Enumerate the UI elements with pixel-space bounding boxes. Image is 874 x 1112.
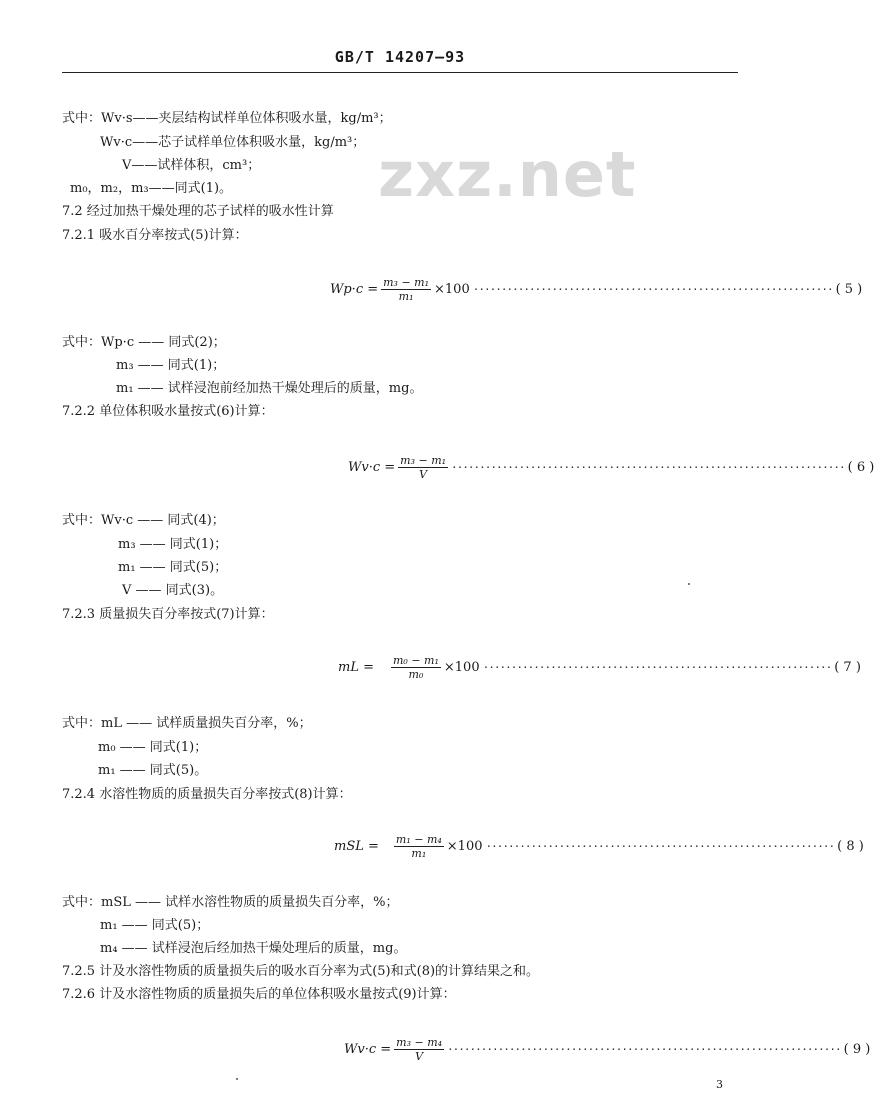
section-7-2-5: 7.2.5 计及水溶性物质的质量损失后的吸水百分率为式(5)和式(8)的计算结果之和。 [62, 964, 540, 979]
fraction-denominator: V [415, 1050, 424, 1063]
def-line: m₀，m₂，m₃——同式(1)。 [70, 181, 233, 196]
standard-code-header: GB/T 14207—93 [334, 48, 466, 66]
equation-lhs: mL = [338, 660, 374, 675]
equation-5 [330, 276, 863, 303]
def-line: m₃ —— 同式(1)； [118, 537, 228, 552]
page-number: 3 [716, 1078, 723, 1091]
scan-speck [236, 1078, 238, 1080]
fraction-numerator: m₀ − m₁ [393, 654, 439, 667]
header-rule [62, 72, 738, 73]
def-line: m₁ —— 同式(5)； [118, 560, 228, 575]
def-line: m₁ —— 试样浸泡前经加热干燥处理后的质量，mg。 [116, 381, 423, 396]
fraction-numerator: m₃ − m₁ [400, 454, 447, 467]
equation-number: ( 9 ) [843, 1042, 871, 1057]
section-heading-7-2: 7.2 经过加热干燥处理的芯子试样的吸水性计算 [62, 204, 334, 219]
fraction-numerator: m₃ − m₁ [383, 276, 430, 289]
equation-multiplier: ×100 [443, 660, 480, 675]
fraction-denominator: m₀ [408, 668, 424, 681]
equation-lhs: Wv·c = [348, 460, 396, 475]
def-line: V——试样体积，cm³； [122, 158, 261, 173]
scan-speck [688, 583, 690, 585]
watermark: zxz.net [378, 138, 637, 211]
def-line: m₁ —— 同式(5)； [100, 918, 210, 933]
equation-number: ( 7 ) [834, 660, 861, 675]
fraction [391, 654, 441, 681]
leader-dots: ······································································ [447, 1043, 841, 1056]
fraction-denominator: V [419, 468, 428, 481]
leader-dots: ································································ [472, 283, 833, 296]
fraction [398, 454, 448, 481]
leader-dots: ······························································ [485, 840, 835, 853]
fraction-numerator: m₁ − m₄ [395, 833, 442, 846]
section-7-2-4: 7.2.4 水溶性物质的质量损失百分率按式(8)计算： [62, 787, 352, 802]
equation-multiplier: ×100 [446, 839, 483, 854]
fraction [394, 1036, 444, 1063]
fraction [394, 833, 444, 860]
equation-lhs: Wv·c = [344, 1042, 392, 1057]
equation-lhs: Wp·c = [330, 282, 379, 297]
equation-7 [338, 654, 861, 681]
equation-lhs: mSL = [334, 839, 379, 854]
fraction-denominator: m₁ [398, 290, 414, 303]
def-line: 式中：Wp·c —— 同式(2)； [62, 335, 226, 350]
def-line: Wv·c——芯子试样单位体积吸水量，kg/m³； [100, 135, 366, 150]
section-7-2-6: 7.2.6 计及水溶性物质的质量损失后的单位体积吸水量按式(9)计算： [62, 987, 456, 1002]
equation-number: ( 6 ) [847, 460, 874, 475]
equation-8 [334, 833, 864, 860]
def-line: m₀ —— 同式(1)； [98, 740, 208, 755]
def-line: m₄ —— 试样浸泡后经加热干燥处理后的质量，mg。 [100, 941, 407, 956]
def-line: 式中：Wv·s——夹层结构试样单位体积吸水量，kg/m³； [62, 111, 392, 126]
fraction-numerator: m₃ − m₄ [396, 1036, 443, 1049]
section-7-2-3: 7.2.3 质量损失百分率按式(7)计算： [62, 607, 274, 622]
def-line: 式中：mSL —— 试样水溶性物质的质量损失百分率，%； [62, 895, 399, 910]
def-line: 式中：Wv·c —— 同式(4)； [62, 513, 225, 528]
section-7-2-1: 7.2.1 吸水百分率按式(5)计算： [62, 228, 248, 243]
section-7-2-2: 7.2.2 单位体积吸水量按式(6)计算： [62, 404, 274, 419]
equation-number: ( 8 ) [837, 839, 864, 854]
fraction [381, 276, 431, 303]
equation-number: ( 5 ) [835, 282, 863, 297]
def-line: m₃ —— 同式(1)； [116, 358, 226, 373]
leader-dots: ······························································ [482, 661, 832, 674]
def-line: m₁ —— 同式(5)。 [98, 763, 208, 778]
def-line: 式中：mL —— 试样质量损失百分率，%； [62, 716, 312, 731]
fraction-denominator: m₁ [411, 847, 427, 860]
def-line: V —— 同式(3)。 [122, 583, 224, 598]
equation-multiplier: ×100 [434, 282, 470, 297]
equation-6 [348, 454, 874, 481]
leader-dots: ······································································ [451, 461, 845, 474]
equation-9 [344, 1036, 871, 1063]
